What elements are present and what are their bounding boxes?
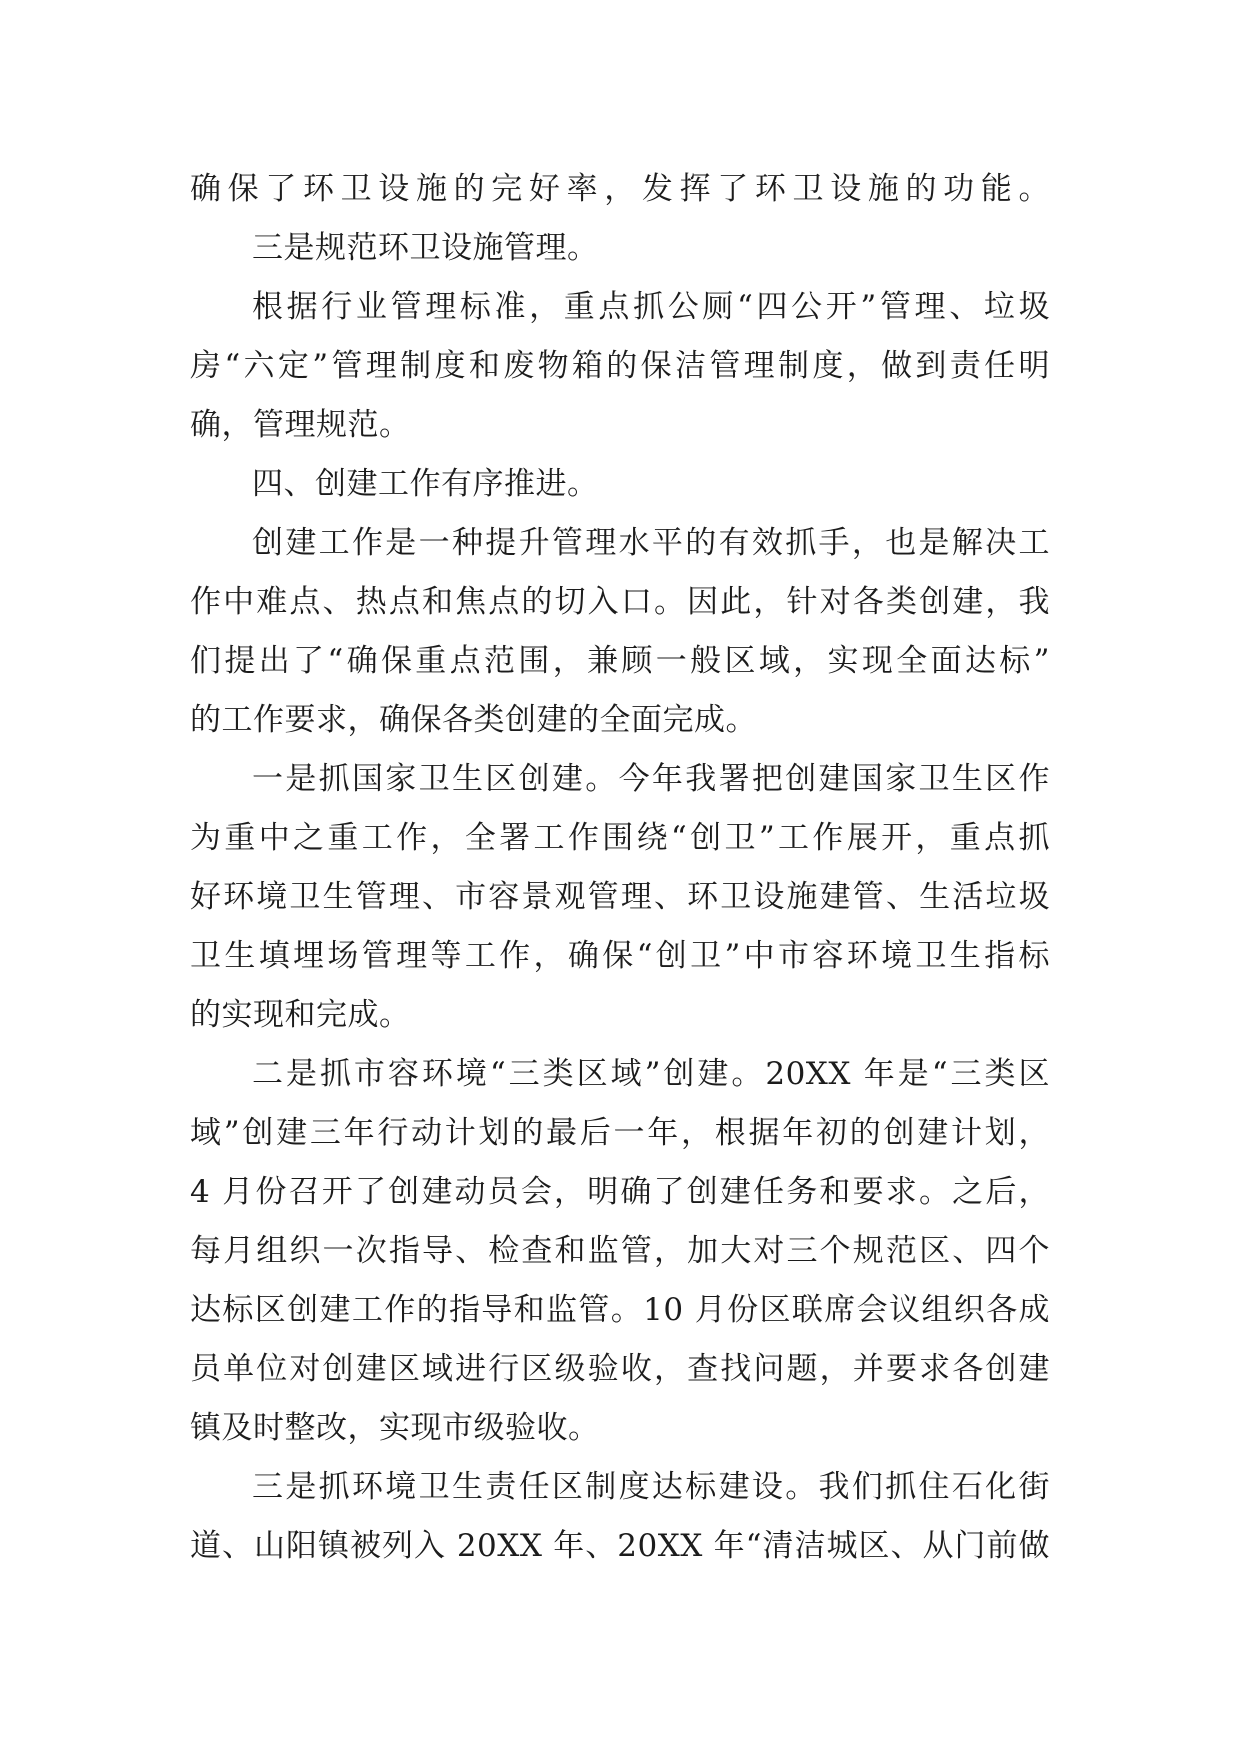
section-heading: 四、创建工作有序推进。 — [252, 466, 599, 502]
text-line: 的实现和完成。 — [190, 997, 411, 1033]
text-line: 好环境卫生管理、市容景观管理、环卫设施建管、生活垃圾 — [190, 879, 1050, 915]
text-line: 卫生填埋场管理等工作，确保“创卫”中市容环境卫生指标 — [190, 938, 1050, 974]
text-line: 每月组织一次指导、检查和监管，加大对三个规范区、四个 — [190, 1233, 1050, 1269]
text-line: 三是抓环境卫生责任区制度达标建设。我们抓住石化街 — [252, 1469, 1050, 1505]
paragraph-heading: 三是规范环卫设施管理。 — [252, 230, 599, 266]
text-line: 二是抓市容环境“三类区域”创建。20XX 年是“三类区 — [252, 1056, 1050, 1092]
text-line: 一是抓国家卫生区创建。今年我署把创建国家卫生区作 — [252, 761, 1050, 797]
text-line: 域”创建三年行动计划的最后一年，根据年初的创建计划， — [190, 1115, 1050, 1151]
text-line: 镇及时整改，实现市级验收。 — [190, 1410, 600, 1446]
text-line: 4 月份召开了创建动员会，明确了创建任务和要求。之后， — [190, 1174, 1050, 1210]
body-text — [190, 160, 1050, 1576]
text-line: 的工作要求，确保各类创建的全面完成。 — [190, 702, 757, 738]
text-line: 确保了环卫设施的完好率，发挥了环卫设施的功能。 — [190, 171, 1050, 207]
text-line: 达标区创建工作的指导和监管。10 月份区联席会议组织各成 — [190, 1292, 1050, 1328]
text-line: 们提出了“确保重点范围，兼顾一般区域，实现全面达标” — [190, 643, 1050, 679]
text-line: 确，管理规范。 — [190, 407, 411, 443]
text-line: 作中难点、热点和焦点的切入口。因此，针对各类创建，我 — [190, 584, 1050, 620]
text-line: 员单位对创建区域进行区级验收，查找问题，并要求各创建 — [190, 1351, 1050, 1387]
text-line: 为重中之重工作，全署工作围绕“创卫”工作展开，重点抓 — [190, 820, 1050, 856]
text-line: 道、山阳镇被列入 20XX 年、20XX 年“清洁城区、从门前做 — [190, 1528, 1050, 1564]
text-line: 根据行业管理标准，重点抓公厕“四公开”管理、垃圾 — [252, 289, 1050, 325]
text-line: 创建工作是一种提升管理水平的有效抓手，也是解决工 — [252, 525, 1050, 561]
text-line: 房“六定”管理制度和废物箱的保洁管理制度，做到责任明 — [190, 348, 1050, 384]
